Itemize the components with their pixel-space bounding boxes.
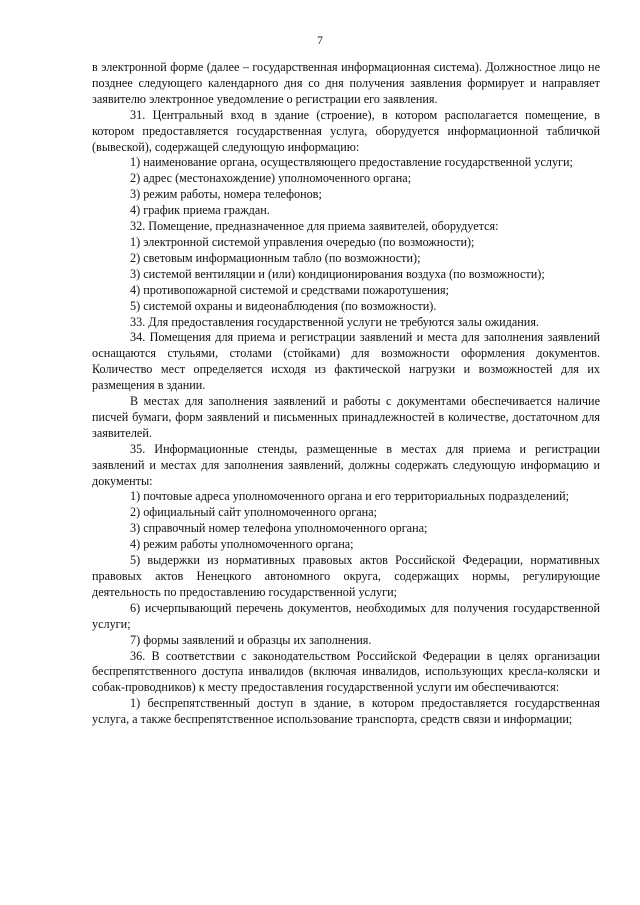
paragraph: 7) формы заявлений и образцы их заполнения. — [130, 632, 372, 647]
page-number: 7 — [317, 35, 323, 47]
paragraph: 34. Помещения для приема и регистрации заявлений и места для заполнения заявлений оснащаются стульями, столами (стойками) для возможности оформления документов. Количество мест определяется исходя из фактической нагрузки и возможностей для их размещения в здании. — [92, 330, 600, 393]
paragraph: 4) график приема граждан. — [130, 203, 270, 218]
paragraph: 36. В соответствии с законодательством Российской Федерации в целях организации беспрепятственного доступа инвалидов (включая инвалидов, использующих кресла-коляски и собак-проводников) к месту предоставления государственной услуги им обеспечиваются: — [92, 648, 600, 695]
paragraph: 3) режим работы, номера телефонов; — [130, 187, 322, 202]
paragraph: 1) почтовые адреса уполномоченного органа и его территориальных подразделений; — [130, 489, 570, 504]
paragraph: 4) режим работы уполномоченного органа; — [130, 537, 354, 552]
paragraph: 4) противопожарной системой и средствами пожаротушения; — [130, 282, 450, 297]
paragraph: 32. Помещение, предназначенное для приема заявителей, оборудуется: — [130, 219, 499, 234]
paragraph: 31. Центральный вход в здание (строение), в котором располагается помещение, в котором предоставляется государственная услуга, оборудуется информационной табличкой (вывеской), содержащей следующую информацию: — [92, 107, 600, 154]
paragraph: 2) адрес (местонахождение) уполномоченного органа; — [130, 171, 412, 186]
paragraph: 33. Для предоставления государственной услуги не требуются залы ожидания. — [130, 314, 539, 329]
paragraph: 5) системой охраны и видеонаблюдения (по возможности). — [130, 298, 437, 313]
paragraph: 6) исчерпывающий перечень документов, необходимых для получения государственной услуги; — [92, 600, 600, 631]
paragraph: 3) системой вентиляции и (или) кондиционирования воздуха (по возможности); — [130, 266, 545, 281]
paragraph: 1) наименование органа, осуществляющего предоставление государственной услуги; — [130, 155, 573, 170]
paragraph: В местах для заполнения заявлений и работы с документами обеспечивается наличие писчей бумаги, форм заявлений и письменных принадлежностей в количестве, достаточном для заявителей. — [92, 394, 600, 440]
paragraph: 3) справочный номер телефона уполномоченного органа; — [130, 521, 428, 536]
paragraph: 35. Информационные стенды, размещенные в местах для приема и регистрации заявлений и местах для заполнения заявлений, должны содержать следующую информацию и документы: — [92, 441, 600, 488]
paragraph: 2) официальный сайт уполномоченного органа; — [130, 505, 377, 520]
document-body — [92, 60, 600, 728]
paragraph: 2) световым информационным табло (по возможности); — [130, 250, 421, 265]
paragraph: 1) беспрепятственный доступ в здание, в котором предоставляется государственная услуга, а также беспрепятственное использование транспорта, средств связи и информации; — [92, 696, 600, 727]
paragraph: 1) электронной системой управления очередью (по возможности); — [130, 234, 475, 249]
paragraph: 5) выдержки из нормативных правовых актов Российской Федерации, нормативных правовых актов Ненецкого автономного округа, содержащих нормы, регулирующие деятельность по предоставлению государственной услуги; — [92, 553, 600, 599]
paragraph: в электронной форме (далее – государственная информационная система). Должностное лицо не позднее следующего календарного дня со дня получения заявления формирует и направляет заявителю электронное уведомление о регистрации его заявления. — [92, 60, 600, 106]
